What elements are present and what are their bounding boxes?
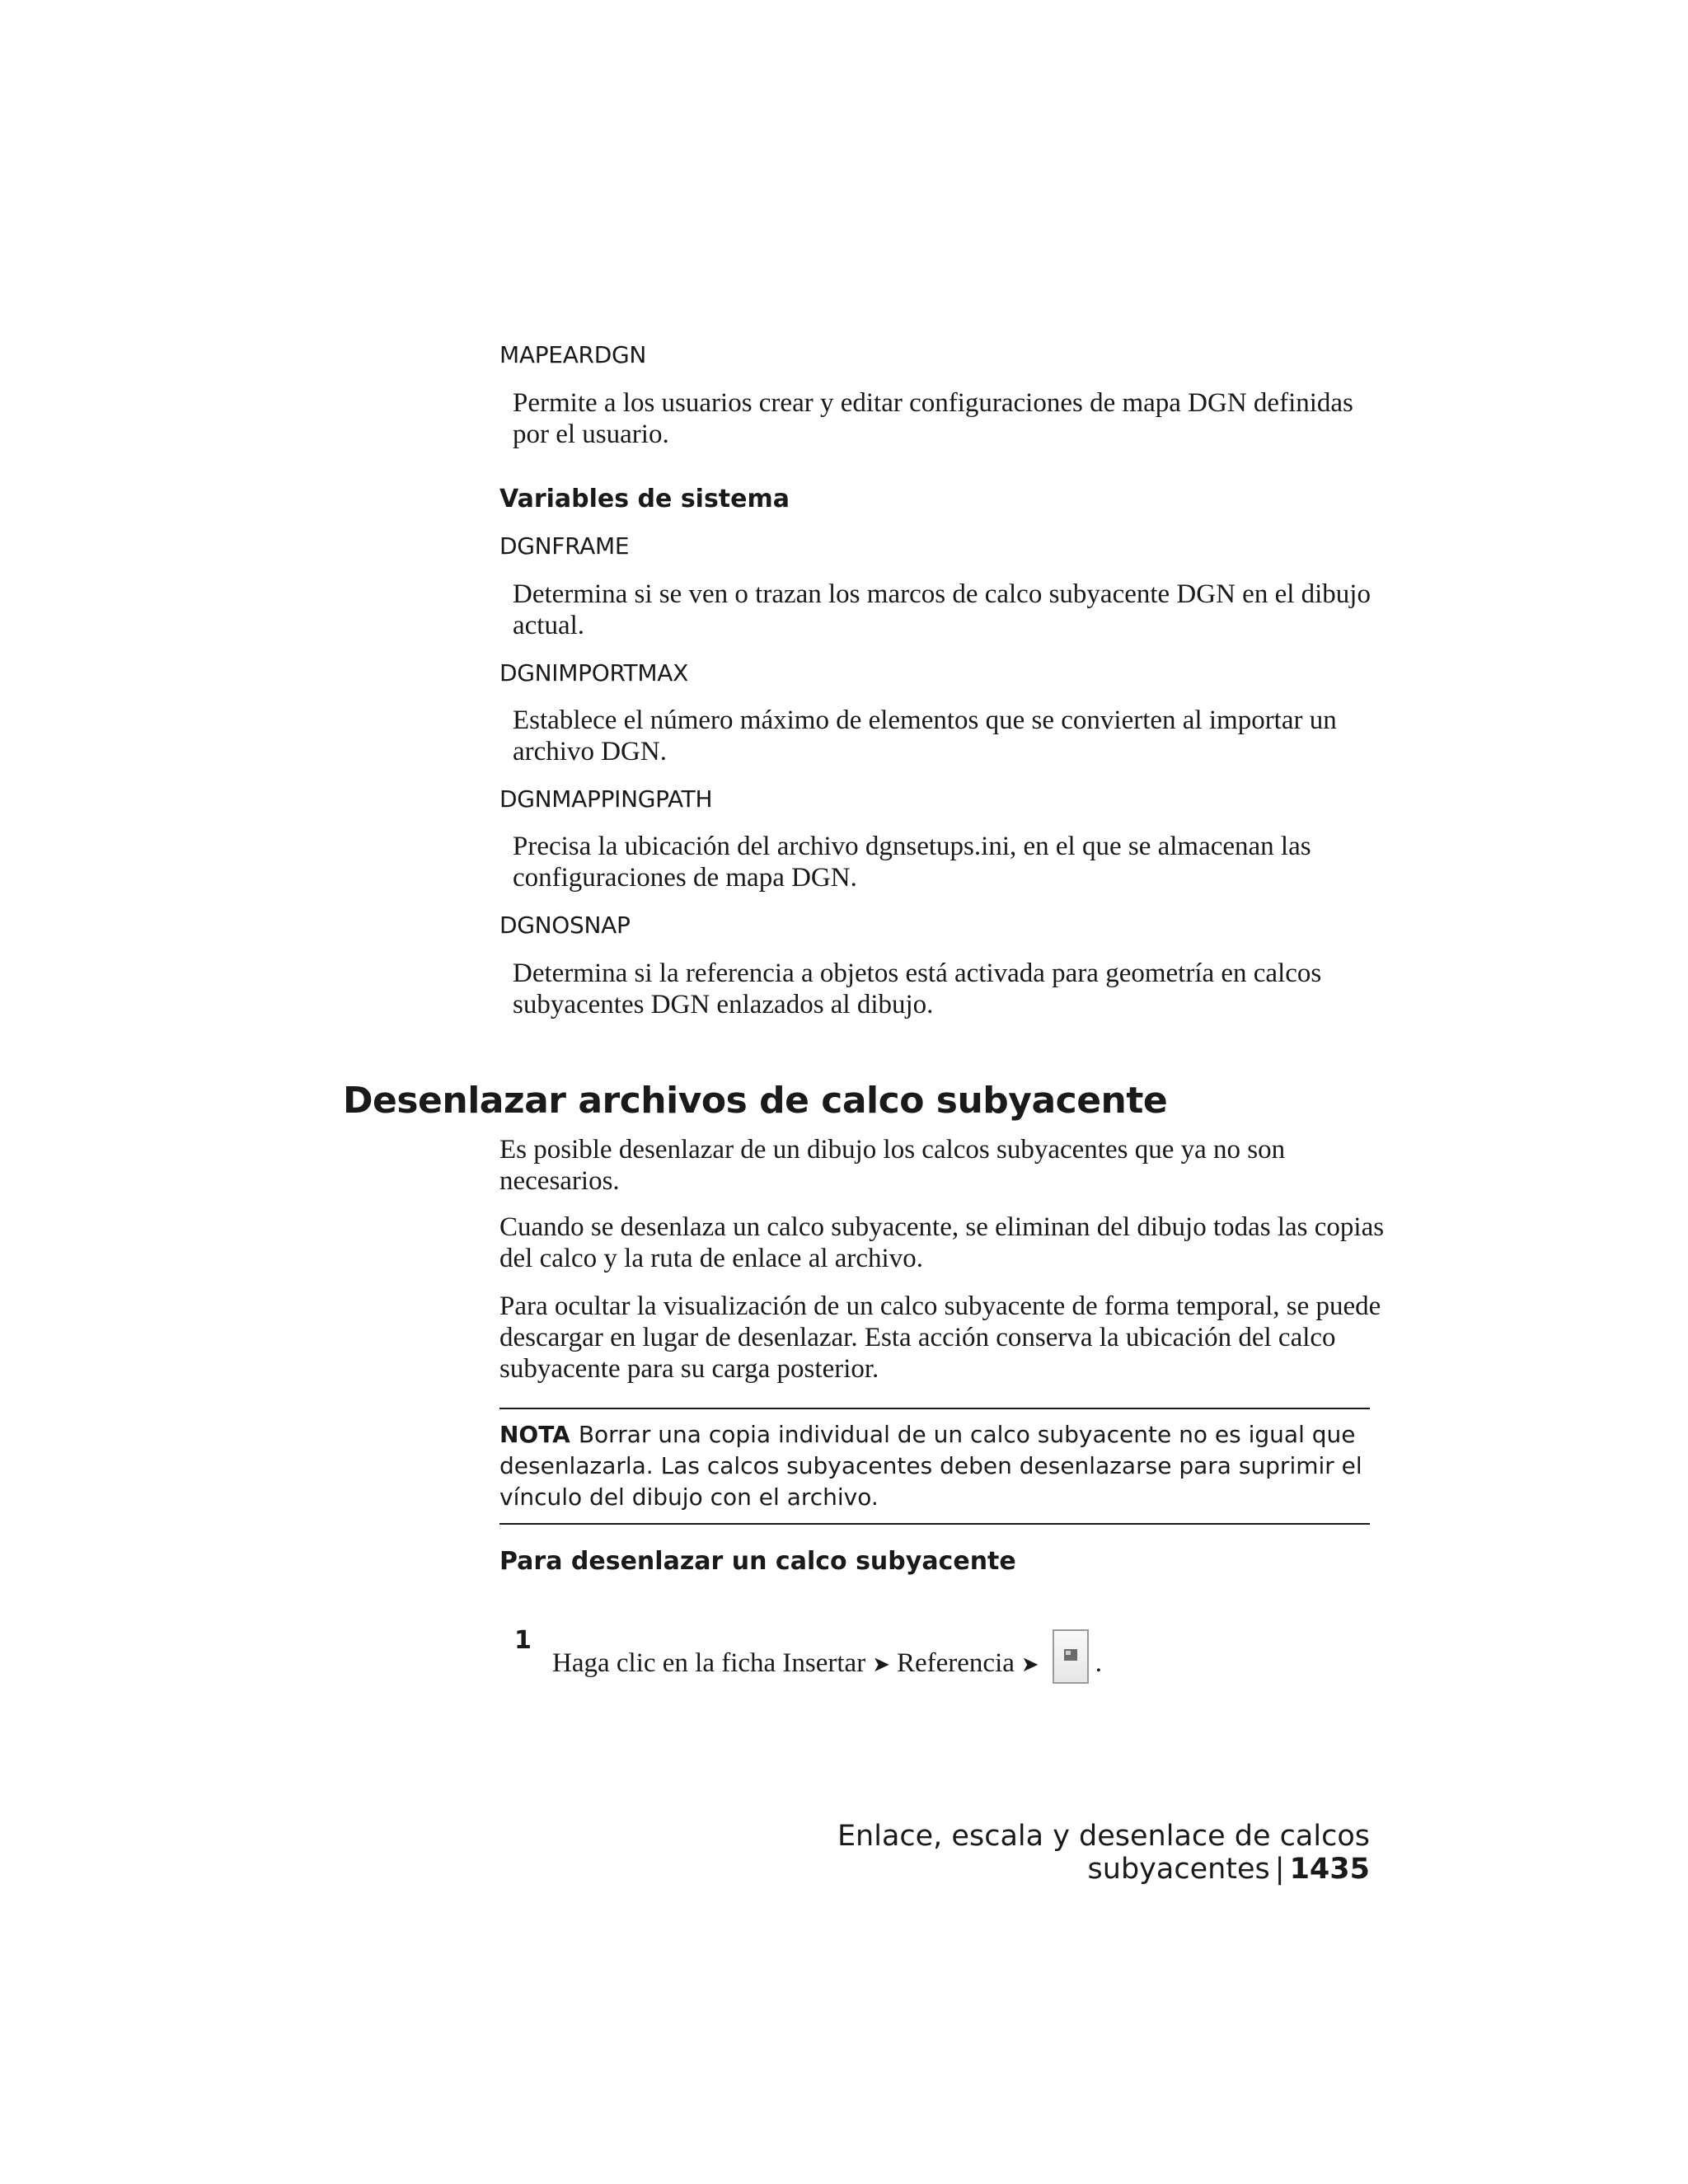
sysvar-description-dgnosnap: Determina si la referencia a objetos está activada para geometría en calcos subyacentes DGN enlazados al dibujo.: [513, 958, 1322, 1019]
step-panel-name: Referencia: [897, 1648, 1015, 1678]
system-variables-heading: Variables de sistema: [499, 485, 790, 513]
sysvar-description-dgnmappingpath: Precisa la ubicación del archivo dgnsetups.ini, en el que se almacenan las configuraciones de mapa DGN.: [513, 832, 1311, 893]
sysvar-description-dgnimportmax: Establece el número máximo de elementos que se convierten al importar un archivo DGN.: [513, 705, 1337, 766]
footer-separator: |: [1274, 1853, 1285, 1886]
sysvar-description-dgnframe: Determina si se ven o trazan los marcos de calco subyacente DGN en el dibujo actual.: [513, 579, 1371, 640]
page-number: 1435: [1289, 1853, 1370, 1886]
step-text-line: [552, 1624, 1102, 1679]
step-text: Haga clic en la ficha Insertar: [552, 1648, 866, 1678]
detach-ribbon-icon: [1053, 1629, 1089, 1684]
section-paragraph-1: Es posible desenlazar de un dibujo los calcos subyacentes que ya no son necesarios.: [499, 1135, 1286, 1196]
procedure-step: [514, 1595, 1388, 1678]
footer-chapter-title: Enlace, escala y desenlace de calcos subyacentes: [837, 1820, 1370, 1886]
step-number: 1: [514, 1626, 532, 1655]
sysvar-term-dgnframe: DGNFRAME: [499, 532, 630, 560]
note-box: [499, 1408, 1370, 1525]
command-term-mapeardgn: MAPEARDGN: [499, 341, 647, 368]
page-footer: [659, 1820, 1370, 1886]
section-title: Desenlazar archivos de calco subyacente: [343, 1080, 1168, 1122]
step-end: .: [1095, 1648, 1102, 1678]
note-label: NOTA: [499, 1421, 570, 1448]
detach-glyph-icon: [1064, 1649, 1077, 1661]
section-paragraph-3: Para ocultar la visualización de un calco subyacente de forma temporal, se puede descargar en lugar de desenlazar. Esta acción conserva la ubicación del calco subyacente para su carga posterior.: [499, 1291, 1381, 1384]
procedure-heading: Para desenlazar un calco subyacente: [499, 1547, 1016, 1576]
sysvar-term-dgnosnap: DGNOSNAP: [499, 912, 631, 939]
note-text: Borrar una copia individual de un calco subyacente no es igual que desenlazarla. Las calcos subyacentes deben desenlazarse para suprimir el vínculo del dibujo con el archivo.: [499, 1421, 1362, 1511]
section-paragraph-2: Cuando se desenlaza un calco subyacente, se eliminan del dibujo todas las copias del calco y la ruta de enlace al archivo.: [499, 1212, 1385, 1273]
sysvar-term-dgnmappingpath: DGNMAPPINGPATH: [499, 785, 713, 813]
arrow-right-icon: ➤: [1020, 1652, 1039, 1676]
arrow-right-icon: ➤: [872, 1652, 890, 1676]
command-description-mapeardgn: Permite a los usuarios crear y editar configuraciones de mapa DGN definidas por el usuario.: [513, 388, 1353, 449]
sysvar-term-dgnimportmax: DGNIMPORTMAX: [499, 659, 688, 687]
